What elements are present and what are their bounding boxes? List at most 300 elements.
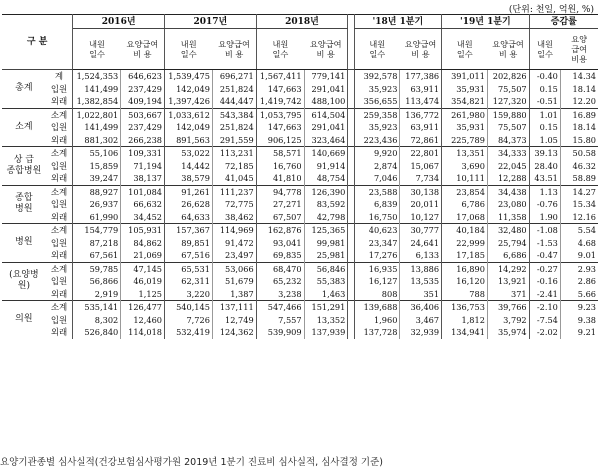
table-cell: 71,194 <box>121 160 165 173</box>
table-cell: 323,464 <box>304 134 348 147</box>
table-row <box>2 83 598 96</box>
table-cell: 10,111 <box>442 172 488 185</box>
row-sublabel: 외래 <box>46 172 73 185</box>
table-cell: 30,138 <box>400 185 442 198</box>
table-cell: -0.40 <box>529 70 560 83</box>
table-cell: 1,387 <box>212 288 256 301</box>
table-cell: 237,429 <box>121 121 165 134</box>
col-days <box>442 29 488 70</box>
group-label: 종합 병원 <box>2 185 46 224</box>
table-cell: 7,046 <box>354 172 400 185</box>
table-cell: 13,535 <box>400 275 442 288</box>
table-cell: 547,466 <box>256 301 304 314</box>
table-cell: 55,383 <box>304 275 348 288</box>
table-cell: 109,331 <box>121 147 165 160</box>
col-days-label: 내원 일수 <box>272 39 289 59</box>
table-cell: 28.40 <box>529 160 560 173</box>
table-cell: 36,406 <box>400 301 442 314</box>
table-cell: 38,462 <box>212 211 256 224</box>
year-header-2017: 2017년 <box>165 15 257 29</box>
col-days-label: 내원 일수 <box>180 39 197 59</box>
table-cell: 779,141 <box>304 70 348 83</box>
row-sublabel: 입원 <box>46 237 73 250</box>
table-cell: 13,921 <box>487 275 529 288</box>
table-cell: 543,384 <box>212 108 256 121</box>
table-cell: 126,390 <box>304 185 348 198</box>
table-cell: 159,880 <box>487 108 529 121</box>
group-label: 의원 <box>2 301 46 339</box>
table-cell: 532,419 <box>165 326 213 339</box>
table-cell: 72,861 <box>400 134 442 147</box>
table-cell: 15,859 <box>73 160 121 173</box>
table-cell: 147,663 <box>256 121 304 134</box>
year-header-2016: 2016년 <box>73 15 165 29</box>
table-cell: 42,798 <box>304 211 348 224</box>
table-cell: -7.54 <box>529 314 560 327</box>
table-cell: 391,011 <box>442 70 488 83</box>
table-cell: 6,133 <box>400 249 442 262</box>
table-cell: 91,261 <box>165 185 213 198</box>
row-sublabel: 외래 <box>46 95 73 108</box>
table-cell: 6,686 <box>487 249 529 262</box>
table-cell: 126,477 <box>121 301 165 314</box>
table-cell: 32,939 <box>400 326 442 339</box>
col-cost-label: 요양급여 비 용 <box>492 39 524 59</box>
table-cell: 14,292 <box>487 262 529 275</box>
table-cell: 23,347 <box>354 237 400 250</box>
table-cell: 55,106 <box>73 147 121 160</box>
col-days <box>256 29 304 70</box>
table-cell: 8,302 <box>73 314 121 327</box>
table-cell: 0.15 <box>529 121 560 134</box>
table-cell: 39,766 <box>487 301 529 314</box>
table-cell: 84,373 <box>487 134 529 147</box>
table-cell: 12,460 <box>121 314 165 327</box>
table-cell: -2.10 <box>529 301 560 314</box>
table-cell: 371 <box>487 288 529 301</box>
table-cell: 539,909 <box>256 326 304 339</box>
table-row <box>2 185 598 198</box>
table-cell: 3,220 <box>165 288 213 301</box>
group-label: (요양병원) <box>2 262 46 301</box>
quarter-header-18q1: '18년 1분기 <box>354 15 442 29</box>
table-cell: 351 <box>400 288 442 301</box>
table-cell: 1,033,612 <box>165 108 213 121</box>
table-cell: 35,931 <box>442 121 488 134</box>
table-cell: 16.89 <box>560 108 598 121</box>
table-cell: 12.16 <box>572 211 596 222</box>
table-cell: 157,367 <box>165 224 213 237</box>
col-days <box>165 29 213 70</box>
table-cell: 20,011 <box>400 198 442 211</box>
table-cell: 75,507 <box>487 83 529 96</box>
table-cell: 34,438 <box>487 185 529 198</box>
table-cell: 202,826 <box>487 70 529 83</box>
table-cell: 21,069 <box>121 249 165 262</box>
col-growth-cost-label: 요양 급여 비용 <box>571 34 588 64</box>
table-cell: 7,726 <box>165 314 213 327</box>
table-cell: 488,100 <box>304 95 348 108</box>
table-row <box>2 198 598 211</box>
table-cell: 99,981 <box>304 237 348 250</box>
table-row <box>2 121 598 134</box>
table-cell: 15.80 <box>572 134 596 145</box>
table-cell: 22,999 <box>442 237 488 250</box>
table-cell: 13,352 <box>304 314 348 327</box>
table-cell: 53,066 <box>212 262 256 275</box>
table-row <box>2 108 598 121</box>
quarter-header-19q1: '19년 1분기 <box>442 15 530 29</box>
table-cell: 137,939 <box>304 326 348 339</box>
table-cell: 39.13 <box>529 147 560 160</box>
table-cell: 1.01 <box>529 108 560 121</box>
table-cell: 51,679 <box>212 275 256 288</box>
table-cell: 62,311 <box>165 275 213 288</box>
row-sublabel: 소계 <box>46 147 73 160</box>
col-cost <box>304 29 348 70</box>
table-cell: 1.05 <box>529 134 560 147</box>
table-cell: 66,632 <box>121 198 165 211</box>
table-cell: 23,588 <box>354 185 400 198</box>
table-cell: 1,397,426 <box>165 95 213 108</box>
table-cell: 223,436 <box>354 134 400 147</box>
table-cell: 89,851 <box>165 237 213 250</box>
table-cell: 105,931 <box>121 224 165 237</box>
table-cell: 5.54 <box>560 224 598 237</box>
table-cell: 43.51 <box>529 172 560 185</box>
table-cell: 540,145 <box>165 301 213 314</box>
table-cell: 114,969 <box>212 224 256 237</box>
table-cell: 136,753 <box>442 301 488 314</box>
table-cell: 61,990 <box>73 211 121 224</box>
table-cell: 17,068 <box>442 211 488 224</box>
table-cell: 63,911 <box>400 121 442 134</box>
col-days-label: 내원 일수 <box>89 39 105 59</box>
table-row <box>2 224 598 237</box>
table-cell: 1,463 <box>304 288 348 301</box>
table-cell: 9.38 <box>577 314 596 325</box>
table-cell: 91,472 <box>212 237 256 250</box>
table-cell: 40,184 <box>442 224 488 237</box>
table-cell: 9.21 <box>577 327 596 337</box>
table-cell: 3,792 <box>487 314 529 327</box>
table-cell: 696,271 <box>212 70 256 83</box>
table-cell: 53,022 <box>165 147 213 160</box>
table-cell: 50.58 <box>560 147 598 160</box>
table-cell: 15,067 <box>400 160 442 173</box>
table-cell: 7,734 <box>400 172 442 185</box>
row-sublabel: 소계 <box>46 224 73 237</box>
table-cell: 12.20 <box>572 96 596 106</box>
table-cell: 0.15 <box>529 83 560 96</box>
table-cell: 1,053,795 <box>256 108 304 121</box>
table-cell: -0.76 <box>529 198 560 211</box>
col-days-label: 내원 일수 <box>456 39 473 59</box>
table-cell: 139,688 <box>354 301 400 314</box>
row-sublabel: 입원 <box>46 160 73 173</box>
table-cell: 72,775 <box>212 198 256 211</box>
table-cell: 47,145 <box>121 262 165 275</box>
table-cell: 1,382,854 <box>73 95 121 108</box>
table-cell: 1.90 <box>529 211 560 224</box>
table-cell: 65,232 <box>256 275 304 288</box>
table-cell: 23,497 <box>212 249 256 262</box>
table-cell: 141,499 <box>73 121 121 134</box>
table-cell: 32,480 <box>487 224 529 237</box>
table-cell: 14.34 <box>560 70 598 83</box>
table-cell: 56,866 <box>73 275 121 288</box>
row-sublabel: 외래 <box>46 288 73 301</box>
table-cell: 39,247 <box>73 172 121 185</box>
col-cost <box>212 29 256 70</box>
table-cell: 68,470 <box>256 262 304 275</box>
row-sublabel: 입원 <box>46 121 73 134</box>
table-cell: 41,045 <box>212 172 256 185</box>
table-row <box>2 262 598 275</box>
table-cell: 124,362 <box>212 326 256 339</box>
table-header <box>2 15 598 70</box>
col-growth-days <box>529 29 560 70</box>
table-row <box>2 249 598 262</box>
table-row <box>2 134 598 147</box>
table-cell: 237,429 <box>121 83 165 96</box>
table-cell: 151,291 <box>304 301 348 314</box>
table-cell: 261,980 <box>442 108 488 121</box>
table-cell: 134,941 <box>442 326 488 339</box>
table-cell: 808 <box>354 288 400 301</box>
table-cell: 140,669 <box>304 147 348 160</box>
table-cell: 75,507 <box>487 121 529 134</box>
table-cell: 2,919 <box>73 288 121 301</box>
table-cell: 83,592 <box>304 198 348 211</box>
table-row <box>2 211 598 224</box>
table-cell: 12,749 <box>212 314 256 327</box>
table-row <box>2 147 598 160</box>
table-cell: -0.51 <box>529 95 560 108</box>
table-cell: 142,049 <box>165 121 213 134</box>
row-sublabel: 소계 <box>46 108 73 121</box>
row-sublabel: 외래 <box>46 211 73 224</box>
table-cell: 444,447 <box>212 95 256 108</box>
col-cost-label: 요양급여 비 용 <box>404 39 437 59</box>
table-cell: 1,419,742 <box>256 95 304 108</box>
table-cell: 16,127 <box>354 275 400 288</box>
table-cell: 58,571 <box>256 147 304 160</box>
table-cell: 65,531 <box>165 262 213 275</box>
table-row <box>2 326 598 339</box>
table-cell: 535,141 <box>73 301 121 314</box>
col-cost <box>121 29 165 70</box>
table-cell: 177,386 <box>400 70 442 83</box>
col-cost-label: 요양급여 비 용 <box>309 39 342 59</box>
table-cell: 22,045 <box>487 160 529 173</box>
row-sublabel: 소계 <box>46 185 73 198</box>
table-cell: 38,137 <box>121 172 165 185</box>
table-cell: 48,754 <box>304 172 348 185</box>
col-growth-days-label: 내원 일수 <box>537 39 553 59</box>
table-cell: 69,835 <box>256 249 304 262</box>
table-cell: 59,785 <box>73 262 121 275</box>
table-cell: 154,779 <box>73 224 121 237</box>
table-cell: 114,018 <box>121 326 165 339</box>
table-cell: 142,049 <box>165 83 213 96</box>
table-cell: 13,351 <box>442 147 488 160</box>
table-cell: 1,812 <box>442 314 488 327</box>
table-cell: 46.32 <box>572 160 596 171</box>
table-cell: 27,271 <box>256 198 304 211</box>
table-cell: 16,890 <box>442 262 488 275</box>
table-row <box>2 288 598 301</box>
table-cell: 3,467 <box>400 314 442 327</box>
table-cell: 356,655 <box>354 95 400 108</box>
table-cell: 87,218 <box>73 237 121 250</box>
table-cell: 259,358 <box>354 108 400 121</box>
table-cell: 23,080 <box>487 198 529 211</box>
table-cell: 58.89 <box>572 173 596 183</box>
table-cell: 26,628 <box>165 198 213 211</box>
table-cell: 35,974 <box>487 326 529 339</box>
table-cell: 409,194 <box>121 95 165 108</box>
table-cell: 3,690 <box>442 160 488 173</box>
table-cell: 2.86 <box>577 276 596 286</box>
table-cell: -2.02 <box>529 326 560 339</box>
table-cell: 614,504 <box>304 108 348 121</box>
table-cell: 16,750 <box>354 211 400 224</box>
table-cell: 291,041 <box>304 121 348 134</box>
table-cell: 18.14 <box>572 83 596 94</box>
table-body <box>2 70 598 339</box>
year-header-2018: 2018년 <box>256 15 348 29</box>
row-sublabel: 외래 <box>46 326 73 339</box>
row-sublabel: 외래 <box>46 249 73 262</box>
group-label: 소계 <box>2 108 46 147</box>
row-sublabel: 입원 <box>46 198 73 211</box>
table-cell: 34,452 <box>121 211 165 224</box>
table-cell: 9,920 <box>354 147 400 160</box>
table-row <box>2 237 598 250</box>
table-row <box>2 172 598 185</box>
group-label: 상 급 종합병원 <box>2 147 46 186</box>
table-cell: 127,320 <box>487 95 529 108</box>
table-cell: 16,935 <box>354 262 400 275</box>
table-cell: 67,561 <box>73 249 121 262</box>
table-cell: 354,821 <box>442 95 488 108</box>
table-cell: 12,288 <box>487 172 529 185</box>
col-cost-label: 요양급여 비 용 <box>126 39 159 59</box>
table-cell: 35,923 <box>354 83 400 96</box>
table-cell: -0.47 <box>529 249 560 262</box>
table-cell: 35,931 <box>442 83 488 96</box>
table-cell: 9.23 <box>560 301 598 314</box>
table-cell: 24,641 <box>400 237 442 250</box>
table-row <box>2 70 598 83</box>
table-cell: 22,801 <box>400 147 442 160</box>
growth-header: 증감률 <box>529 15 598 29</box>
table-row <box>2 160 598 173</box>
table-cell: 17,276 <box>354 249 400 262</box>
col-days <box>354 29 400 70</box>
table-cell: 1.13 <box>529 185 560 198</box>
table-cell: 6,786 <box>442 198 488 211</box>
table-cell: 111,237 <box>212 185 256 198</box>
row-sublabel: 입원 <box>46 83 73 96</box>
table-cell: 526,840 <box>73 326 121 339</box>
table-cell: 64,633 <box>165 211 213 224</box>
table-cell: 56,846 <box>304 262 348 275</box>
table-cell: 16,760 <box>256 160 304 173</box>
col-growth-cost <box>560 29 598 70</box>
table-cell: 23,854 <box>442 185 488 198</box>
category-header: 구 분 <box>2 15 73 70</box>
table-cell: 906,125 <box>256 134 304 147</box>
table-cell: 503,667 <box>121 108 165 121</box>
table-cell: 11,358 <box>487 211 529 224</box>
col-days-label: 내원 일수 <box>369 39 386 59</box>
table-cell: -0.27 <box>529 262 560 275</box>
row-sublabel: 입원 <box>46 314 73 327</box>
table-cell: 7,557 <box>256 314 304 327</box>
table-cell: 35,923 <box>354 121 400 134</box>
table-cell: 101,084 <box>121 185 165 198</box>
unit-note: (단위: 천일, 억원, %) <box>508 5 594 15</box>
table-row <box>2 314 598 327</box>
table-row <box>2 95 598 108</box>
table-cell: 4.68 <box>577 237 596 248</box>
table-cell: 137,111 <box>212 301 256 314</box>
table-cell: 34,333 <box>487 147 529 160</box>
table-row <box>2 275 598 288</box>
row-sublabel: 계 <box>46 70 73 83</box>
table-cell: 266,238 <box>121 134 165 147</box>
table-cell: 1,539,475 <box>165 70 213 83</box>
table-cell: 5.66 <box>577 288 596 299</box>
table-cell: -2.41 <box>529 288 560 301</box>
table-cell: 15.34 <box>572 199 596 209</box>
stats-table-container <box>2 14 598 339</box>
table-cell: 40,623 <box>354 224 400 237</box>
group-label: 병원 <box>2 224 46 263</box>
table-cell: 14,442 <box>165 160 213 173</box>
table-cell: 41,810 <box>256 172 304 185</box>
table-cell: 137,728 <box>354 326 400 339</box>
table-cell: 16,120 <box>442 275 488 288</box>
table-cell: 225,789 <box>442 134 488 147</box>
table-cell: 46,019 <box>121 275 165 288</box>
table-cell: -1.08 <box>529 224 560 237</box>
table-cell: 91,914 <box>304 160 348 173</box>
table-cell: 291,559 <box>212 134 256 147</box>
table-cell: 291,041 <box>304 83 348 96</box>
table-cell: 251,824 <box>212 83 256 96</box>
table-cell: 113,231 <box>212 147 256 160</box>
table-cell: 18.14 <box>572 122 596 132</box>
table-cell: 788 <box>442 288 488 301</box>
col-days <box>73 29 121 70</box>
row-sublabel: 외래 <box>46 134 73 147</box>
row-sublabel: 입원 <box>46 275 73 288</box>
table-cell: 1,524,353 <box>73 70 121 83</box>
table-cell: 392,578 <box>354 70 400 83</box>
table-cell: 1,960 <box>354 314 400 327</box>
table-cell: 113,474 <box>400 95 442 108</box>
table-cell: 88,927 <box>73 185 121 198</box>
table-cell: -0.16 <box>529 275 560 288</box>
table-cell: 147,663 <box>256 83 304 96</box>
table-cell: 30,777 <box>400 224 442 237</box>
table-cell: 891,563 <box>165 134 213 147</box>
col-cost <box>487 29 529 70</box>
table-cell: 2.93 <box>560 262 598 275</box>
